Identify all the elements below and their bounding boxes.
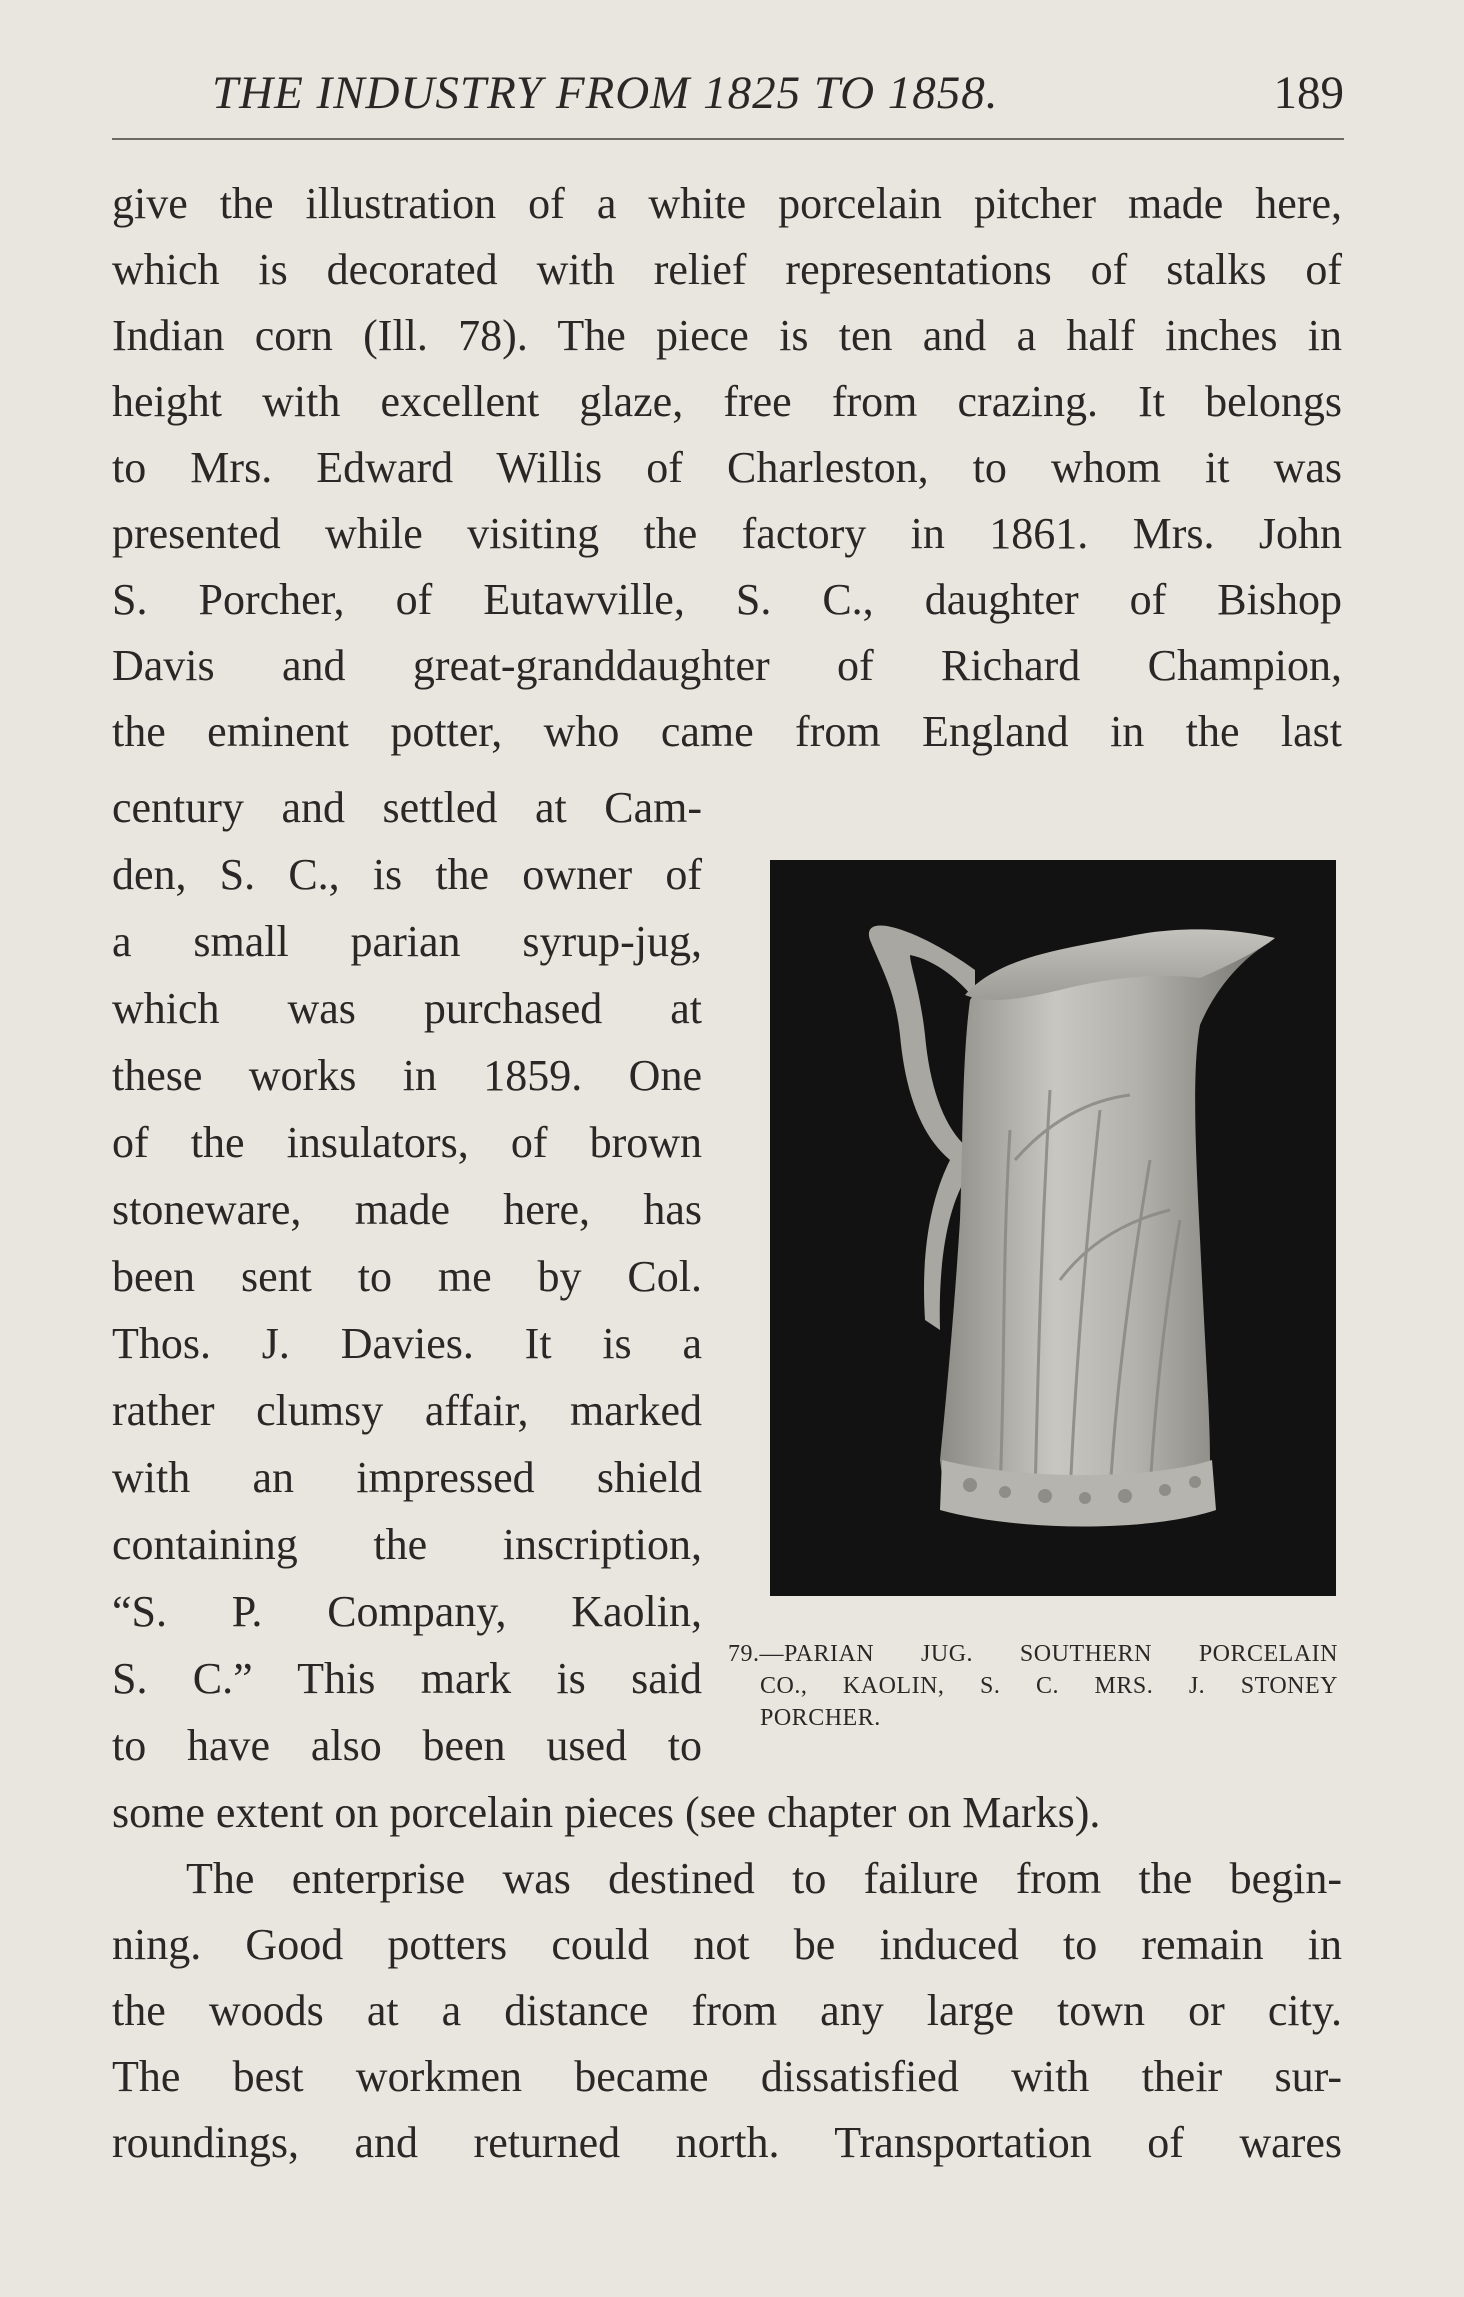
text-line: S. C.” This mark is said [112, 1654, 702, 1703]
running-title: THE INDUSTRY FROM 1825 TO 1858. [212, 67, 999, 119]
text-line: ning. Good potters could not be induced to remain in [112, 1920, 1342, 1969]
text-line: The enterprise was destined to failure from the begin- [186, 1854, 1342, 1903]
text-line: some extent on porcelain pieces (see chapter on Marks). [112, 1788, 1101, 1837]
text-line: Davis and great-granddaughter of Richard Champion, [112, 641, 1342, 690]
caption-line: PORCHER. [760, 1705, 881, 1731]
text-line: rather clumsy affair, marked [112, 1386, 702, 1435]
caption-line: 79.—PARIAN JUG. SOUTHERN PORCELAIN [728, 1641, 1338, 1667]
text-line: the eminent potter, who came from England in the last [112, 707, 1342, 756]
text-line: which is decorated with relief representations of stalks of [112, 245, 1342, 294]
text-line: been sent to me by Col. [112, 1252, 702, 1301]
text-line: a small parian syrup-jug, [112, 917, 702, 966]
text-line: The best workmen became dissatisfied with their sur- [112, 2052, 1342, 2101]
text-line: presented while visiting the factory in 1861. Mrs. John [112, 509, 1342, 558]
text-line: with an impressed shield [112, 1453, 702, 1502]
text-line: give the illustration of a white porcelain pitcher made here, [112, 179, 1342, 228]
text-line: den, S. C., is the owner of [112, 850, 702, 899]
text-line: Thos. J. Davies. It is a [112, 1319, 702, 1368]
text-line: of the insulators, of brown [112, 1118, 702, 1167]
jug-illustration [770, 860, 1336, 1596]
running-header [112, 58, 1344, 128]
parian-jug-photo [770, 860, 1336, 1596]
text-line: century and settled at Cam- [112, 783, 702, 832]
text-line: S. Porcher, of Eutawville, S. C., daughter of Bishop [112, 575, 1342, 624]
page-number: 189 [1273, 67, 1344, 119]
text-line: height with excellent glaze, free from crazing. It belongs [112, 377, 1342, 426]
text-line: Indian corn (Ill. 78). The piece is ten and a half inches in [112, 311, 1342, 360]
text-line: stoneware, made here, has [112, 1185, 702, 1234]
text-line: these works in 1859. One [112, 1051, 702, 1100]
text-line: to Mrs. Edward Willis of Charleston, to whom it was [112, 443, 1342, 492]
header-rule [112, 138, 1344, 140]
text-line: which was purchased at [112, 984, 702, 1033]
text-line: roundings, and returned north. Transportation of wares [112, 2118, 1342, 2167]
text-line: the woods at a distance from any large town or city. [112, 1986, 1342, 2035]
text-line: containing the inscription, [112, 1520, 702, 1569]
figure-caption [728, 1638, 1338, 1734]
text-line: “S. P. Company, Kaolin, [112, 1587, 702, 1636]
text-line: to have also been used to [112, 1721, 702, 1770]
caption-line: CO., KAOLIN, S. C. MRS. J. STONEY [760, 1673, 1338, 1699]
